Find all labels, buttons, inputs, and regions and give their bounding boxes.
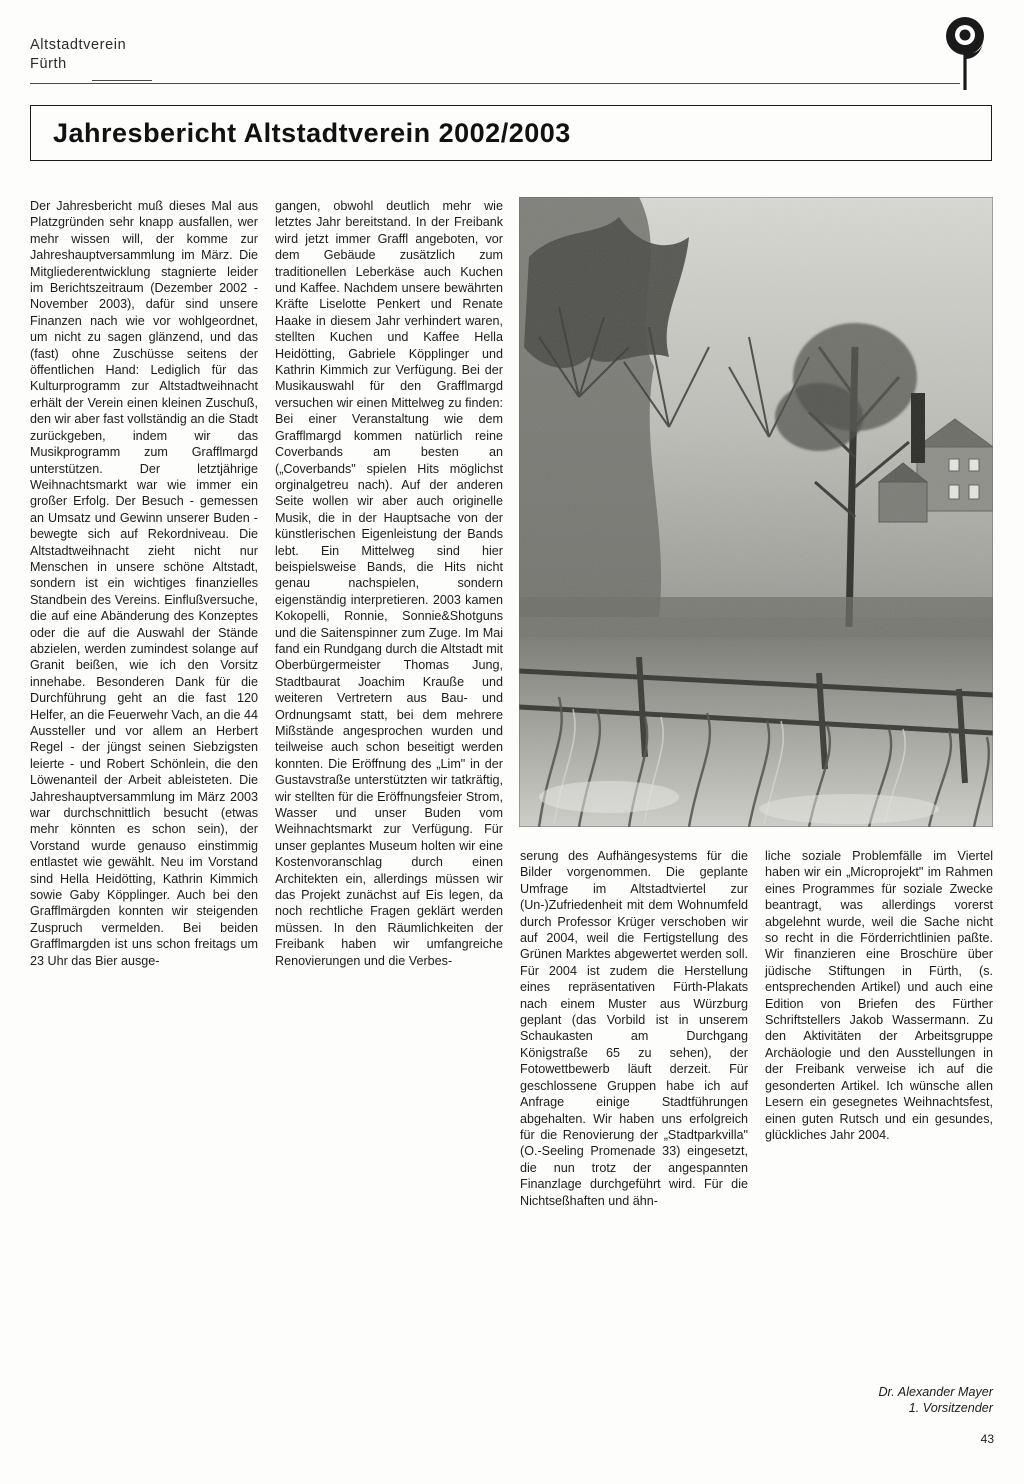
body-column-4 (765, 848, 993, 1143)
masthead-rule (30, 83, 960, 84)
body-text-1: Der Jahresbericht muß dieses Mal aus Platzgründen sehr knapp ausfallen, wer mehr wissen will, der komme zur Jahreshauptversammlung im März. Die Mitgliederentwicklung stagnierte leider im Berichtszeitraum (Dezember 2002 - November 2003), dafür sind unsere Finanzen nach wie vor wohlgeordnet, um nicht zu sagen glänzend, und das (fast) ohne Zuschüsse seitens der öffentlichen Hand: Lediglich für das Kulturprogramm zur Altstadtweihnacht erhält der Verein einen kleinen Zuschuß, den wir aber fast vollständig an die Stadt zurückgeben, indem wir das Musikprogramm zum Grafflmargd unterstützen. Der letztjährige Weihnachtsmarkt war wie immer ein großer Erfolg. Der Besuch - gemessen an Umsatz und Gewinn unserer Buden - bewegte sich auf Rekordniveau. Die Altstadtweihnacht zieht nicht nur Menschen in unsere schöne Altstadt, sondern ist ein wichtiges finanzielles Standbein des Vereins. Einflußversuche, die auf eine Abänderung des Konzeptes oder die auf die Auswahl der Stände abzielen, werden zumindest solange auf Granit beißen, wie ich den Vorsitz innehabe. Besonderen Dank für die Durchführung geht an die fast 120 Helfer, an die Feuerwehr Vach, an die 44 Aussteller und vor allem an Herbert Regel - der jüngst seinen Siebzigsten leierte - und Robert Schönlein, die den Löwenanteil der Arbeit ableisteten. Die Jahreshauptversammlung im März 2003 war durchschnittlich besucht (etwas mehr könnten es schon sein), der Vorstand wurde genauso einstimmig entlastet wie gewählt. Neu im Vorstand sind Hella Heidötting, Kathrin Kimmich sowie Gaby Köpplinger. Auch bei den Grafflmärgden konnten wir steigenden Zuspruch vermelden. Bei beiden Grafflmargden ist uns schon freitags um 23 Uhr das Bier ausge- (30, 199, 258, 968)
body-text-3: serung des Aufhängesystems für die Bilder vorgenommen. Die geplante Umfrage im Altstadtviertel zur (Un-)Zufriedenheit mit dem Wohnumfeld durch Professor Krüger verschoben wir auf 2004, weil die Fertigstellung des Grünen Marktes abgewertet werden soll. Für 2004 ist zudem die Herstellung eines repräsentativen Fürth-Plakats nach einem Muster aus Würzburg geplant (das Vorbild ist in unserem Schaukasten am Durchgang Königstraße 65 zu sehen), der Fotowettbewerb läuft derzeit. Für geschlossene Gruppen habe ich auf Anfrage einige Stadtführungen abgehalten. Wir haben uns erfolgreich für die Renovierung der „Stadtparkvilla" (O.-Seeling Promenade 33) eingesetzt, die nun trotz der angespannten Finanzlage durchgeführt wird. Für die Nichtseßhaften und ähn- (520, 849, 748, 1208)
masthead-line-2: Fürth (30, 56, 67, 72)
page-number: 43 (980, 1432, 994, 1446)
masthead-rule-short (92, 80, 152, 81)
body-column-2 (275, 198, 503, 969)
altstadtverein-logo-icon (936, 16, 994, 90)
masthead-line-1: Altstadtverein (30, 37, 127, 53)
body-text-2: gangen, obwohl deutlich mehr wie letztes Jahr bereitstand. In der Freibank wird jetzt immer Graffl angeboten, vor dem Gebäude zusätzlich zum traditionellen Leberkäse auch Kuchen und Kaffee. Nachdem unsere bewährten Kräfte Liselotte Penkert und Renate Haake in diesem Jahr verhindert waren, stellten Kuchen und Kaffee Hella Heidötting, Gabriele Köpplinger und Kathrin Kimmich zur Verfügung. Bei der Musikauswahl für den Grafflmargd versuchen wir einen Mittelweg zu finden: Bei einer Veranstaltung wie dem Grafflmargd kommen natürlich reine Coverbands am besten an („Coverbands" spielen Hits möglichst orginalgetreu nach). Auf der anderen Seite wollen wir aber auch originelle Musik, die in der Hauptsache von der künstlerischen Eigenleistung der Bands lebt. Ein Mittelweg sind hier beispielsweise Bands, die Hits nicht genau nachspielen, sondern eigenständig interpretieren. 2003 kamen Kokopelli, Ronnie, Sonnie&Shotguns und die Saitenspinner zum Zuge. Im Mai fand ein Rundgang durch die Altstadt mit Oberbürgermeister Thomas Jung, Stadtbaurat Joachim Krauße und weiteren Vertretern aus Bau- und Ordnungsamt statt, bei dem mehrere Mißstände angesprochen wurden und teilweise auch schon beseitigt werden konnten. Die Eröffnung des „Lim" in der Gustavstraße unterstützten wir tatkräftig, wir stellten für die Eröffnungsfeier Strom, Wasser und unser Buden vom Weihnachtsmarkt zur Verfügung. Für unser geplantes Museum holten wir eine Kostenvoranschlag durch einen Architekten ein, allerdings müssen wir das Projekt zunächst auf Eis legen, da noch rechtliche Fragen geklärt werden müssen. In den Räumlichkeiten der Freibank haben wir umfangreiche Renovierungen und die Verbes- (275, 199, 503, 968)
author-role: 1. Vorsitzender (908, 1401, 993, 1415)
article-title-box (30, 105, 992, 161)
body-column-1 (30, 198, 258, 969)
masthead (30, 30, 994, 92)
page-title: Jahresbericht Altstadtverein 2002/2003 (53, 118, 571, 148)
body-text-4: liche soziale Problemfälle im Viertel haben wir ein „Microprojekt" im Rahmen eines Programmes für soziale Zwecke beantragt, was allerdings vorerst abgelehnt wurde, weil die Sache nicht so recht in die Förderrichtlinien paßte. Wir finanzieren eine Broschüre über jüdische Stiftungen in Fürth, (s. entsprechenden Artikel) und auch eine Edition von Briefen des Fürther Schriftstellers Jakob Wassermann. Zu den Aktivitäten der Arbeitsgruppe Archäologie und den Ausstellungen in der Freibank verweise ich auf die gesonderten Artikel. Ich wünsche allen Lesern ein gesegnetes Weihnachtsfest, einen guten Rutsch und ein gesundes, glückliches Jahr 2004. (765, 849, 993, 1142)
masthead-organization (30, 36, 126, 74)
article-photo (519, 197, 993, 827)
body-column-3 (520, 848, 748, 1209)
author-name: Dr. Alexander Mayer (878, 1385, 993, 1399)
